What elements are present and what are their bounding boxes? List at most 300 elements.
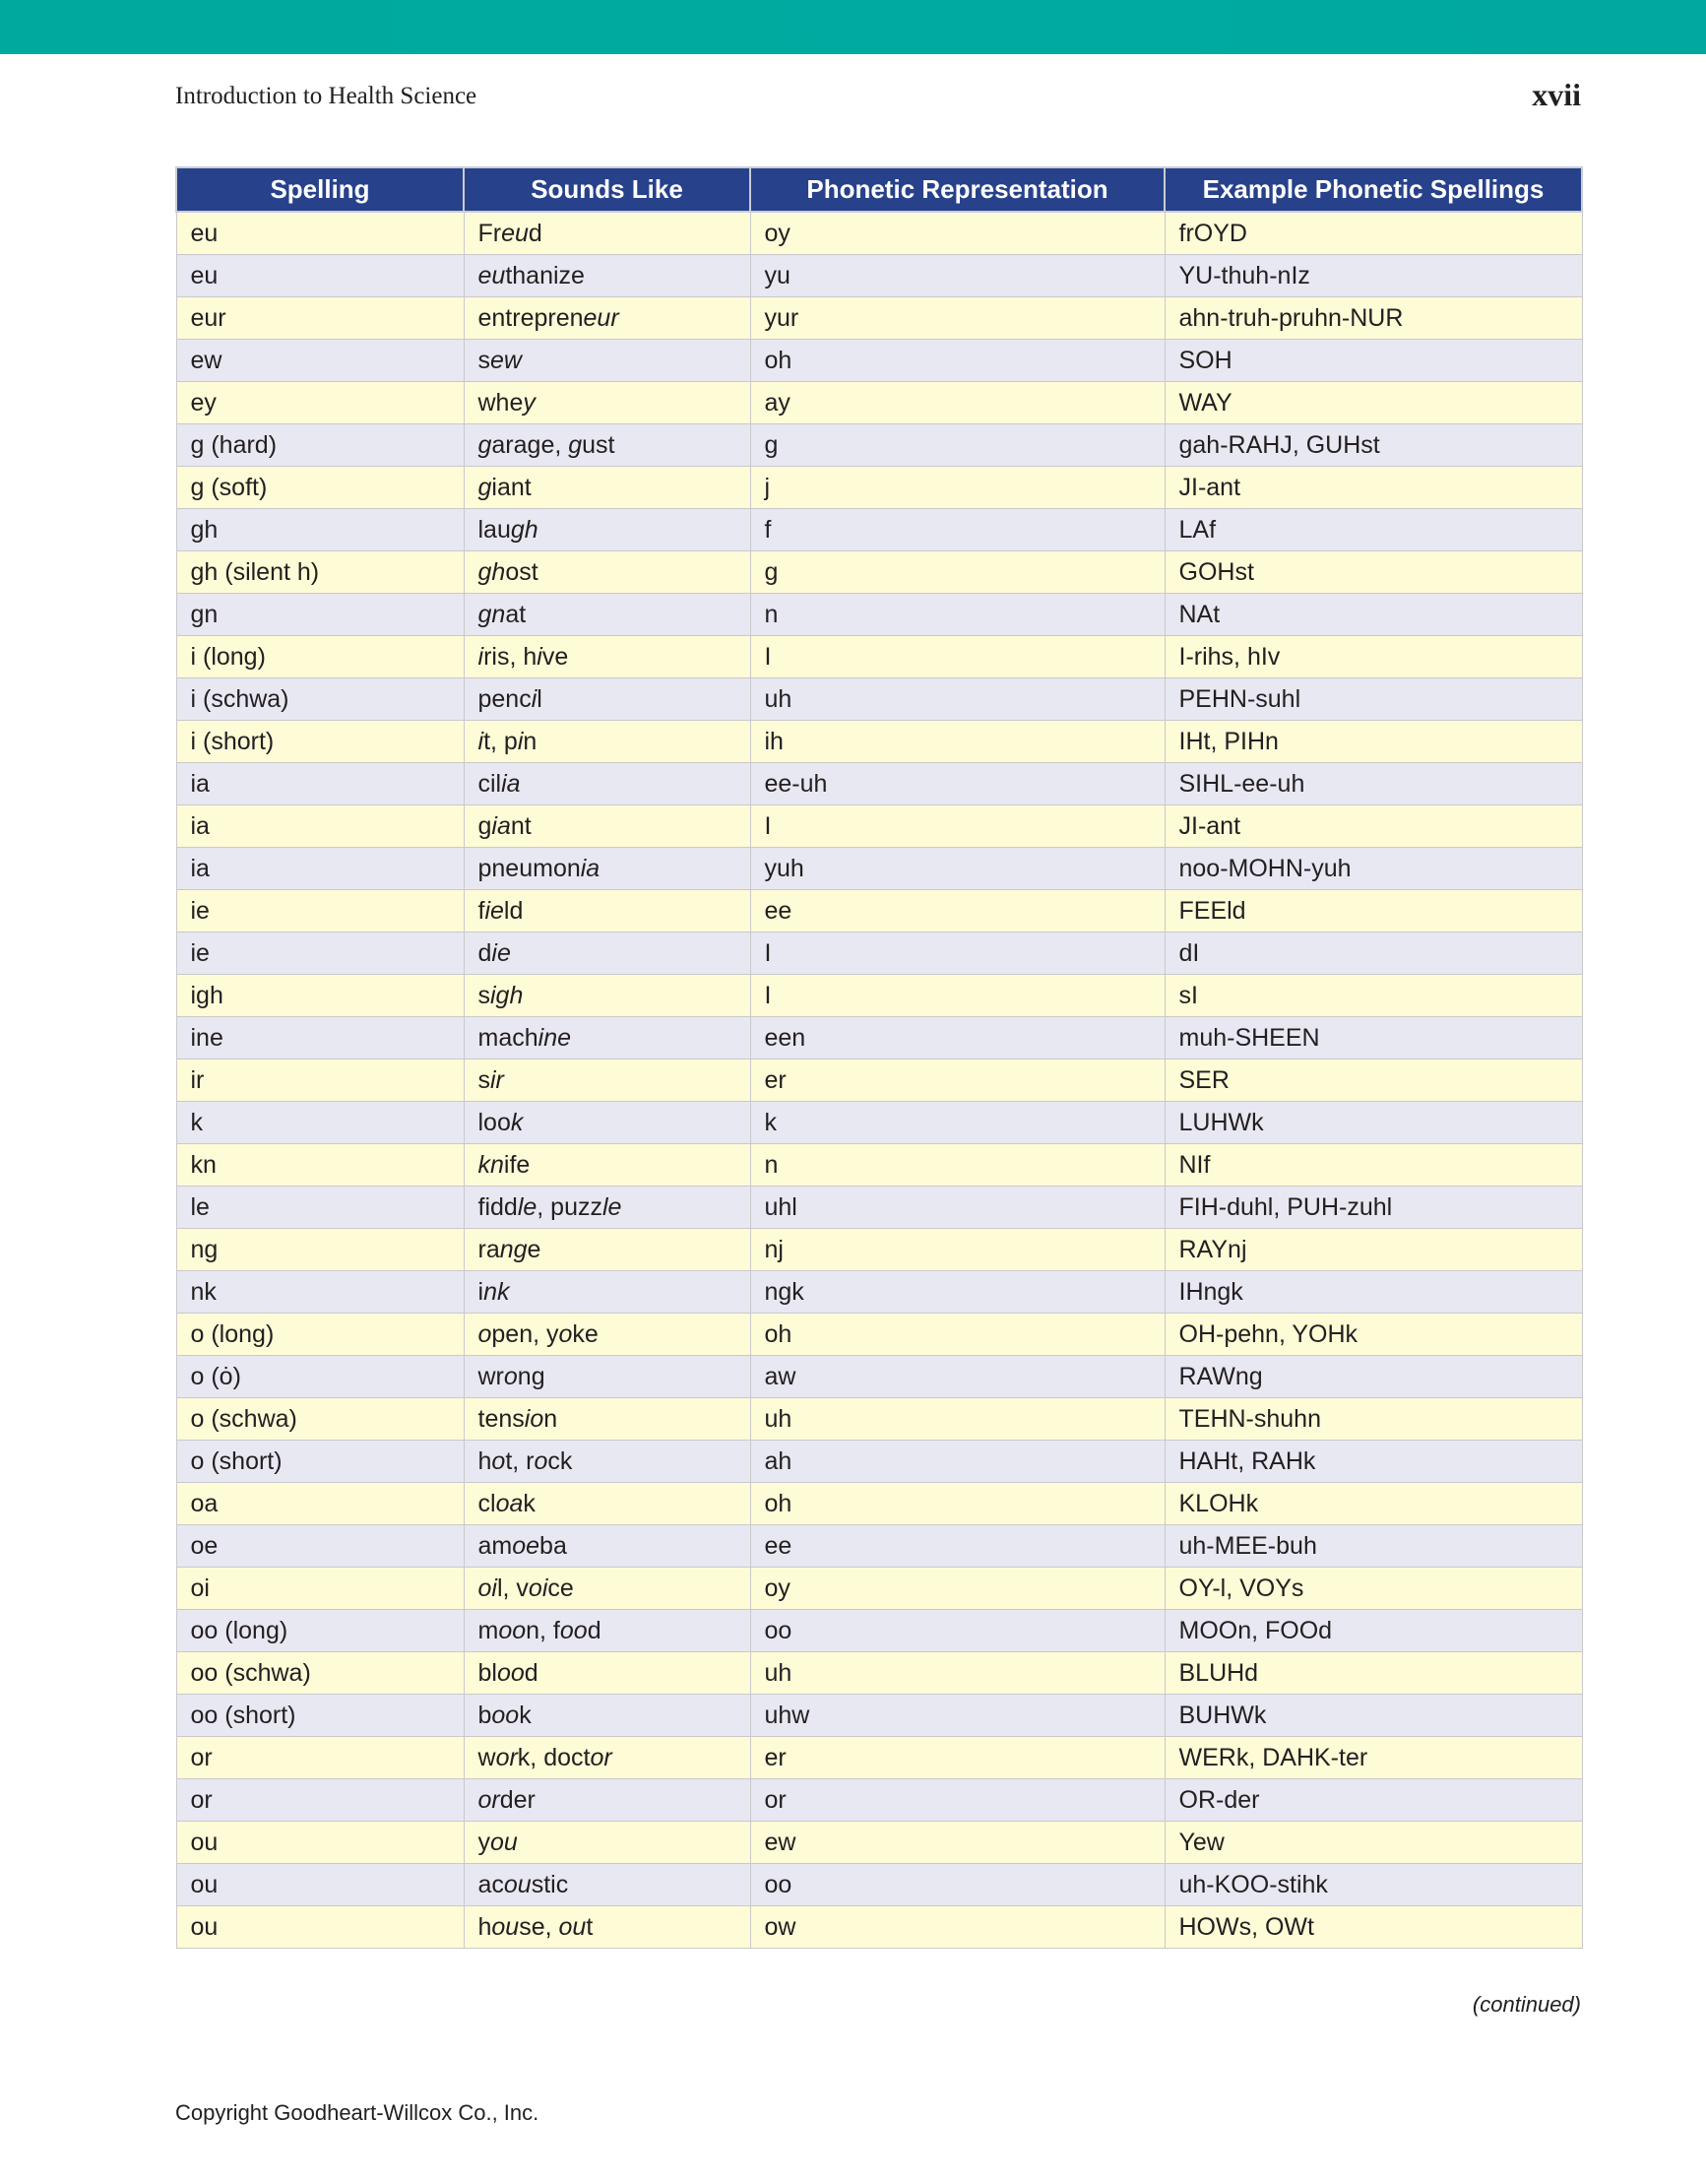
- table-row: [176, 1398, 1582, 1441]
- cell-sounds-like: [464, 1695, 750, 1737]
- highlighted-letters: k: [510, 1108, 524, 1136]
- word-segment: ife: [503, 1150, 531, 1179]
- word-segment: ld: [503, 896, 524, 925]
- cell-phonetic-representation: aw: [750, 1356, 1165, 1398]
- highlighted-letters: o: [503, 1362, 518, 1390]
- table-row: [176, 1017, 1582, 1060]
- table-row: [176, 1483, 1582, 1525]
- cell-example-phonetic-spelling: HOWs, OWt: [1165, 1906, 1582, 1949]
- cell-spelling: ia: [176, 848, 464, 890]
- cell-phonetic-representation: I: [750, 636, 1165, 678]
- table-row: [176, 975, 1582, 1017]
- cell-spelling: i (long): [176, 636, 464, 678]
- word-segment: t: [586, 1912, 594, 1941]
- cell-example-phonetic-spelling: NAt: [1165, 594, 1582, 636]
- continued-note: (continued): [1472, 1992, 1581, 2017]
- table-row: [176, 551, 1582, 594]
- cell-sounds-like: [464, 1356, 750, 1398]
- table-row: [176, 848, 1582, 890]
- table-row: [176, 1144, 1582, 1187]
- cell-spelling: ie: [176, 932, 464, 975]
- cell-sounds-like: [464, 890, 750, 932]
- word-segment: ust: [582, 430, 615, 459]
- cell-example-phonetic-spelling: IHt, PIHn: [1165, 721, 1582, 763]
- cell-spelling: ine: [176, 1017, 464, 1060]
- cell-phonetic-representation: or: [750, 1779, 1165, 1822]
- word-segment: pneumon: [477, 854, 581, 882]
- cell-phonetic-representation: I: [750, 805, 1165, 848]
- word-segment: am: [477, 1531, 513, 1560]
- word-segment: k, doct: [517, 1743, 591, 1771]
- highlighted-letters: or: [477, 1785, 500, 1814]
- cell-sounds-like: [464, 1864, 750, 1906]
- table-row: [176, 340, 1582, 382]
- cell-example-phonetic-spelling: OY-l, VOYs: [1165, 1568, 1582, 1610]
- word-segment: cl: [477, 1489, 496, 1517]
- phonetic-spelling-table: [175, 166, 1583, 1949]
- cell-example-phonetic-spelling: frOYD: [1165, 212, 1582, 255]
- highlighted-letters: o: [530, 1404, 544, 1433]
- table-row: [176, 509, 1582, 551]
- word-segment: ra: [477, 1235, 500, 1263]
- cell-sounds-like: [464, 1525, 750, 1568]
- highlighted-letters: oa: [495, 1489, 524, 1517]
- table-row: [176, 1737, 1582, 1779]
- cell-spelling: ie: [176, 890, 464, 932]
- cell-phonetic-representation: uh: [750, 678, 1165, 721]
- cell-phonetic-representation: I: [750, 975, 1165, 1017]
- word-segment: d: [528, 219, 542, 247]
- cell-phonetic-representation: nj: [750, 1229, 1165, 1271]
- word-segment: pen, y: [491, 1319, 559, 1348]
- cell-phonetic-representation: uhl: [750, 1187, 1165, 1229]
- cell-example-phonetic-spelling: sI: [1165, 975, 1582, 1017]
- word-segment: tens: [477, 1404, 525, 1433]
- highlighted-letters: oo: [496, 1658, 525, 1687]
- table-row: [176, 1356, 1582, 1398]
- word-segment: iant: [491, 473, 532, 501]
- cell-spelling: or: [176, 1779, 464, 1822]
- cell-spelling: o (schwa): [176, 1398, 464, 1441]
- highlighted-letters: oo: [559, 1616, 588, 1644]
- cell-phonetic-representation: k: [750, 1102, 1165, 1144]
- table-row: [176, 382, 1582, 424]
- table-row: [176, 1229, 1582, 1271]
- highlighted-letters: oe: [512, 1531, 540, 1560]
- cell-phonetic-representation: j: [750, 467, 1165, 509]
- highlighted-letters: i: [531, 684, 537, 713]
- cell-sounds-like: [464, 932, 750, 975]
- highlighted-letters: ia: [501, 769, 521, 798]
- highlighted-letters: oi: [477, 1574, 497, 1602]
- word-segment: ve: [541, 642, 569, 671]
- word-segment: wr: [477, 1362, 504, 1390]
- cell-phonetic-representation: uh: [750, 1398, 1165, 1441]
- highlighted-letters: ou: [503, 1870, 532, 1898]
- cell-phonetic-representation: een: [750, 1017, 1165, 1060]
- cell-phonetic-representation: oh: [750, 340, 1165, 382]
- highlighted-letters: o: [477, 1319, 492, 1348]
- word-segment: t, r: [505, 1446, 535, 1475]
- cell-spelling: oo (schwa): [176, 1652, 464, 1695]
- cell-example-phonetic-spelling: GOHst: [1165, 551, 1582, 594]
- cell-sounds-like: [464, 1144, 750, 1187]
- word-segment: n: [543, 1404, 558, 1433]
- cell-phonetic-representation: ay: [750, 382, 1165, 424]
- cell-example-phonetic-spelling: WERk, DAHK-ter: [1165, 1737, 1582, 1779]
- word-segment: g: [477, 811, 492, 840]
- word-segment: h: [477, 1446, 492, 1475]
- cell-phonetic-representation: ngk: [750, 1271, 1165, 1314]
- cell-sounds-like: [464, 509, 750, 551]
- table-row: [176, 1652, 1582, 1695]
- table-body: [176, 212, 1582, 1949]
- word-segment: l: [537, 684, 542, 713]
- highlighted-letters: i: [517, 727, 524, 755]
- cell-spelling: ia: [176, 805, 464, 848]
- cell-phonetic-representation: oo: [750, 1864, 1165, 1906]
- cell-sounds-like: [464, 1906, 750, 1949]
- cell-example-phonetic-spelling: OH-pehn, YOHk: [1165, 1314, 1582, 1356]
- table-row: [176, 297, 1582, 340]
- cell-spelling: k: [176, 1102, 464, 1144]
- cell-spelling: oo (short): [176, 1695, 464, 1737]
- word-segment: Fr: [477, 219, 502, 247]
- cell-spelling: or: [176, 1737, 464, 1779]
- table-row: [176, 721, 1582, 763]
- word-segment: arage,: [491, 430, 569, 459]
- cell-sounds-like: [464, 1229, 750, 1271]
- word-segment: d: [587, 1616, 601, 1644]
- cell-spelling: gn: [176, 594, 464, 636]
- cell-spelling: le: [176, 1187, 464, 1229]
- cell-spelling: ia: [176, 763, 464, 805]
- table-row: [176, 424, 1582, 467]
- cell-spelling: oi: [176, 1568, 464, 1610]
- highlighted-letters: ou: [490, 1828, 518, 1856]
- table-row: [176, 1906, 1582, 1949]
- word-segment: n, f: [526, 1616, 560, 1644]
- table-row: [176, 1695, 1582, 1737]
- highlighted-letters: le: [601, 1192, 622, 1221]
- highlighted-letters: ng: [499, 1235, 528, 1263]
- cell-spelling: ng: [176, 1229, 464, 1271]
- cell-phonetic-representation: ew: [750, 1822, 1165, 1864]
- cell-spelling: igh: [176, 975, 464, 1017]
- word-segment: penc: [477, 684, 532, 713]
- word-segment: entrepren: [477, 303, 584, 332]
- cell-spelling: gh: [176, 509, 464, 551]
- cell-example-phonetic-spelling: FEEld: [1165, 890, 1582, 932]
- word-segment: w: [477, 1743, 496, 1771]
- cell-spelling: ir: [176, 1060, 464, 1102]
- cell-sounds-like: [464, 1441, 750, 1483]
- table-row: [176, 1610, 1582, 1652]
- cell-example-phonetic-spelling: Yew: [1165, 1822, 1582, 1864]
- cell-sounds-like: [464, 297, 750, 340]
- highlighted-letters: i: [477, 727, 484, 755]
- cell-phonetic-representation: f: [750, 509, 1165, 551]
- cell-phonetic-representation: yur: [750, 297, 1165, 340]
- word-segment: loo: [477, 1108, 511, 1136]
- cell-phonetic-representation: er: [750, 1737, 1165, 1779]
- cell-sounds-like: [464, 594, 750, 636]
- table-row: [176, 1102, 1582, 1144]
- cell-sounds-like: [464, 848, 750, 890]
- word-segment: k: [523, 1489, 536, 1517]
- cell-example-phonetic-spelling: LUHWk: [1165, 1102, 1582, 1144]
- cell-sounds-like: [464, 1779, 750, 1822]
- cell-sounds-like: [464, 1737, 750, 1779]
- cell-spelling: ou: [176, 1906, 464, 1949]
- cell-example-phonetic-spelling: muh-SHEEN: [1165, 1017, 1582, 1060]
- table-row: [176, 1864, 1582, 1906]
- cell-spelling: eur: [176, 297, 464, 340]
- word-segment: ng: [517, 1362, 545, 1390]
- word-segment: ac: [477, 1870, 504, 1898]
- cell-example-phonetic-spelling: uh-MEE-buh: [1165, 1525, 1582, 1568]
- cell-spelling: oa: [176, 1483, 464, 1525]
- column-header-example-phonetic-spellings: Example Phonetic Spellings: [1165, 167, 1582, 212]
- cell-example-phonetic-spelling: SIHL-ee-uh: [1165, 763, 1582, 805]
- word-segment: b: [477, 1701, 492, 1729]
- table-row: [176, 1441, 1582, 1483]
- word-segment: e: [527, 1235, 541, 1263]
- cell-example-phonetic-spelling: FIH-duhl, PUH-zuhl: [1165, 1187, 1582, 1229]
- cell-spelling: oe: [176, 1525, 464, 1568]
- cell-sounds-like: [464, 255, 750, 297]
- word-segment: lau: [477, 515, 511, 544]
- cell-sounds-like: [464, 1398, 750, 1441]
- top-color-band: [0, 0, 1706, 54]
- column-header-phonetic-representation: Phonetic Representation: [750, 167, 1165, 212]
- word-segment: ost: [505, 557, 538, 586]
- highlighted-letters: gh: [477, 557, 506, 586]
- cell-phonetic-representation: ee: [750, 1525, 1165, 1568]
- word-segment: s: [477, 1065, 490, 1094]
- cell-spelling: o (short): [176, 1441, 464, 1483]
- cell-spelling: ew: [176, 340, 464, 382]
- cell-example-phonetic-spelling: BLUHd: [1165, 1652, 1582, 1695]
- cell-sounds-like: [464, 805, 750, 848]
- cell-phonetic-representation: oh: [750, 1314, 1165, 1356]
- cell-sounds-like: [464, 1314, 750, 1356]
- word-segment: thanize: [505, 261, 585, 289]
- highlighted-letters: gn: [477, 600, 506, 628]
- page-number: xvii: [1532, 77, 1581, 112]
- word-segment: , puzz: [537, 1192, 602, 1221]
- cell-phonetic-representation: n: [750, 594, 1165, 636]
- word-segment: l, v: [496, 1574, 529, 1602]
- word-segment: fidd: [477, 1192, 518, 1221]
- cell-example-phonetic-spelling: noo-MOHN-yuh: [1165, 848, 1582, 890]
- word-segment: s: [477, 346, 490, 374]
- cell-sounds-like: [464, 678, 750, 721]
- highlighted-letters: igh: [490, 981, 524, 1009]
- highlighted-letters: eu: [501, 219, 529, 247]
- table-row: [176, 1568, 1582, 1610]
- cell-sounds-like: [464, 467, 750, 509]
- table-row: [176, 255, 1582, 297]
- cell-example-phonetic-spelling: KLOHk: [1165, 1483, 1582, 1525]
- cell-example-phonetic-spelling: OR-der: [1165, 1779, 1582, 1822]
- highlighted-letters: gh: [510, 515, 538, 544]
- word-segment: y: [477, 1828, 490, 1856]
- highlighted-letters: ie: [491, 938, 511, 967]
- table-row: [176, 932, 1582, 975]
- word-segment: cil: [477, 769, 502, 798]
- highlighted-letters: g: [568, 430, 583, 459]
- table-row: [176, 1525, 1582, 1568]
- cell-spelling: ou: [176, 1822, 464, 1864]
- cell-spelling: gh (silent h): [176, 551, 464, 594]
- cell-example-phonetic-spelling: HAHt, RAHk: [1165, 1441, 1582, 1483]
- highlighted-letters: oi: [528, 1574, 548, 1602]
- cell-example-phonetic-spelling: uh-KOO-stihk: [1165, 1864, 1582, 1906]
- highlighted-letters: g: [477, 430, 492, 459]
- cell-sounds-like: [464, 636, 750, 678]
- word-segment: ck: [547, 1446, 573, 1475]
- cell-spelling: o (long): [176, 1314, 464, 1356]
- highlighted-letters: ine: [537, 1023, 572, 1052]
- cell-sounds-like: [464, 551, 750, 594]
- word-segment: der: [499, 1785, 536, 1814]
- cell-sounds-like: [464, 1568, 750, 1610]
- highlighted-letters: o: [558, 1319, 573, 1348]
- word-segment: s: [477, 981, 490, 1009]
- cell-sounds-like: [464, 1610, 750, 1652]
- word-segment: at: [505, 600, 527, 628]
- word-segment: mach: [477, 1023, 538, 1052]
- cell-phonetic-representation: g: [750, 551, 1165, 594]
- cell-sounds-like: [464, 212, 750, 255]
- cell-spelling: kn: [176, 1144, 464, 1187]
- word-segment: ce: [547, 1574, 574, 1602]
- table-row: [176, 1822, 1582, 1864]
- table-header-row: [176, 167, 1582, 212]
- cell-phonetic-representation: ah: [750, 1441, 1165, 1483]
- word-segment: d: [477, 938, 492, 967]
- highlighted-letters: eur: [583, 303, 619, 332]
- cell-sounds-like: [464, 1483, 750, 1525]
- cell-example-phonetic-spelling: JI-ant: [1165, 805, 1582, 848]
- cell-sounds-like: [464, 763, 750, 805]
- cell-example-phonetic-spelling: SER: [1165, 1060, 1582, 1102]
- cell-sounds-like: [464, 1102, 750, 1144]
- cell-sounds-like: [464, 1271, 750, 1314]
- cell-spelling: o (ȯ): [176, 1356, 464, 1398]
- cell-example-phonetic-spelling: gah-RAHJ, GUHst: [1165, 424, 1582, 467]
- word-segment: m: [477, 1616, 499, 1644]
- cell-phonetic-representation: g: [750, 424, 1165, 467]
- cell-spelling: eu: [176, 212, 464, 255]
- copyright-line: Copyright Goodheart-Willcox Co., Inc.: [175, 2100, 539, 2125]
- cell-sounds-like: [464, 1822, 750, 1864]
- table-row: [176, 467, 1582, 509]
- highlighted-letters: i: [524, 1404, 531, 1433]
- word-segment: ris, h: [483, 642, 537, 671]
- cell-spelling: oo (long): [176, 1610, 464, 1652]
- highlighted-letters: ou: [491, 1912, 520, 1941]
- cell-phonetic-representation: ih: [750, 721, 1165, 763]
- table-row: [176, 1187, 1582, 1229]
- cell-phonetic-representation: n: [750, 1144, 1165, 1187]
- cell-example-phonetic-spelling: JI-ant: [1165, 467, 1582, 509]
- cell-example-phonetic-spelling: RAWng: [1165, 1356, 1582, 1398]
- highlighted-letters: kn: [477, 1150, 504, 1179]
- cell-phonetic-representation: uhw: [750, 1695, 1165, 1737]
- highlighted-letters: i: [537, 642, 542, 671]
- cell-sounds-like: [464, 340, 750, 382]
- table-row: [176, 594, 1582, 636]
- cell-phonetic-representation: er: [750, 1060, 1165, 1102]
- highlighted-letters: g: [477, 473, 492, 501]
- highlighted-letters: ou: [558, 1912, 587, 1941]
- highlighted-letters: nk: [483, 1277, 510, 1306]
- cell-phonetic-representation: ow: [750, 1906, 1165, 1949]
- cell-spelling: i (schwa): [176, 678, 464, 721]
- word-segment: bl: [477, 1658, 497, 1687]
- table-row: [176, 805, 1582, 848]
- word-segment: n: [523, 727, 537, 755]
- highlighted-letters: or: [495, 1743, 518, 1771]
- highlighted-letters: eu: [477, 261, 506, 289]
- word-segment: h: [477, 1912, 492, 1941]
- cell-phonetic-representation: yuh: [750, 848, 1165, 890]
- cell-spelling: i (short): [176, 721, 464, 763]
- cell-sounds-like: [464, 382, 750, 424]
- column-header-sounds-like: Sounds Like: [464, 167, 750, 212]
- word-segment: se,: [519, 1912, 559, 1941]
- cell-phonetic-representation: I: [750, 932, 1165, 975]
- cell-example-phonetic-spelling: TEHN-shuhn: [1165, 1398, 1582, 1441]
- cell-sounds-like: [464, 1060, 750, 1102]
- highlighted-letters: oo: [491, 1701, 520, 1729]
- cell-example-phonetic-spelling: NIf: [1165, 1144, 1582, 1187]
- cell-spelling: eu: [176, 255, 464, 297]
- word-segment: ke: [572, 1319, 599, 1348]
- cell-phonetic-representation: ee: [750, 890, 1165, 932]
- highlighted-letters: o: [491, 1446, 506, 1475]
- cell-example-phonetic-spelling: BUHWk: [1165, 1695, 1582, 1737]
- cell-spelling: g (soft): [176, 467, 464, 509]
- highlighted-letters: le: [517, 1192, 537, 1221]
- table-row: [176, 763, 1582, 805]
- table-row: [176, 1060, 1582, 1102]
- cell-example-phonetic-spelling: SOH: [1165, 340, 1582, 382]
- cell-sounds-like: [464, 1187, 750, 1229]
- cell-spelling: g (hard): [176, 424, 464, 467]
- cell-spelling: ey: [176, 382, 464, 424]
- cell-example-phonetic-spelling: MOOn, FOOd: [1165, 1610, 1582, 1652]
- cell-example-phonetic-spelling: IHngk: [1165, 1271, 1582, 1314]
- cell-spelling: nk: [176, 1271, 464, 1314]
- cell-example-phonetic-spelling: RAYnj: [1165, 1229, 1582, 1271]
- highlighted-letters: ew: [490, 346, 522, 374]
- cell-phonetic-representation: uh: [750, 1652, 1165, 1695]
- cell-example-phonetic-spelling: WAY: [1165, 382, 1582, 424]
- cell-phonetic-representation: oh: [750, 1483, 1165, 1525]
- table-row: [176, 890, 1582, 932]
- highlighted-letters: or: [590, 1743, 612, 1771]
- word-segment: ba: [539, 1531, 567, 1560]
- highlighted-letters: ia: [491, 811, 511, 840]
- cell-example-phonetic-spelling: I-rihs, hIv: [1165, 636, 1582, 678]
- cell-example-phonetic-spelling: LAf: [1165, 509, 1582, 551]
- word-segment: nt: [510, 811, 532, 840]
- highlighted-letters: ie: [484, 896, 504, 925]
- cell-example-phonetic-spelling: PEHN-suhl: [1165, 678, 1582, 721]
